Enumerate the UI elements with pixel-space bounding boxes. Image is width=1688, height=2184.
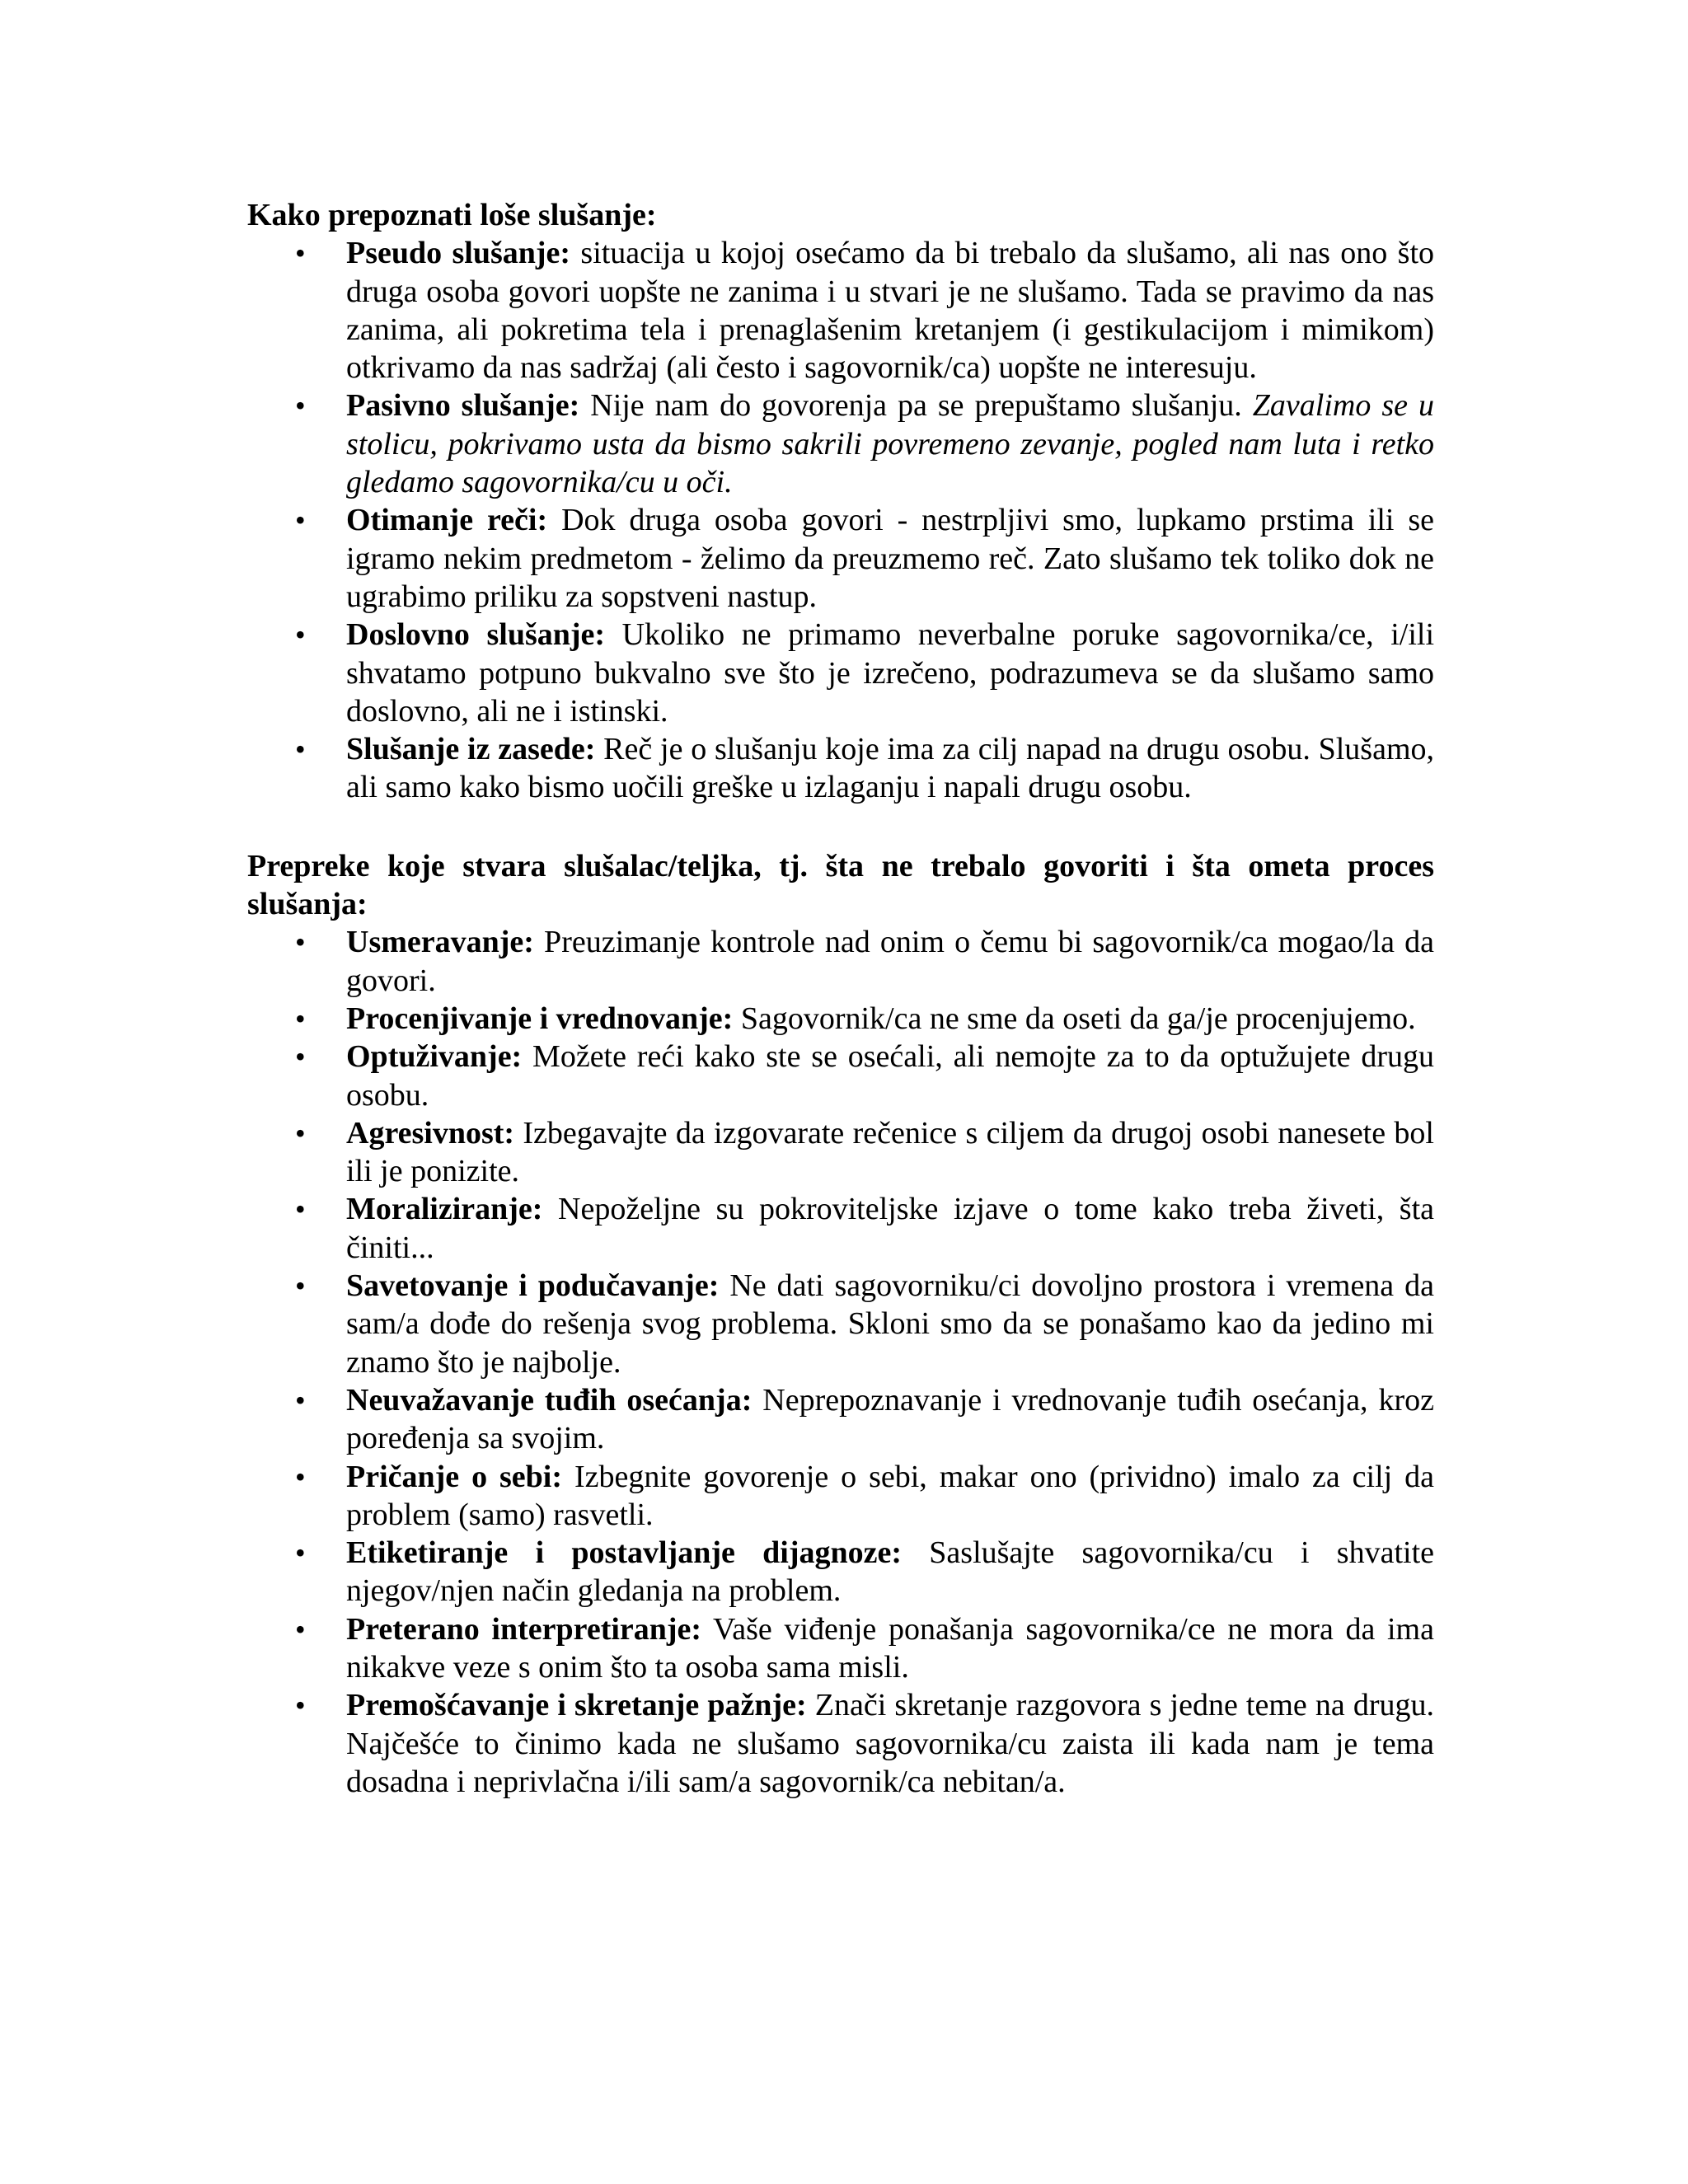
item-text: Nije nam do govorenja pa se prepuštamo slušanju.	[579, 388, 1253, 424]
bullet-icon: •	[295, 1612, 306, 1646]
list-item	[247, 387, 1434, 501]
list-item	[247, 1686, 1434, 1801]
list-item	[247, 1000, 1434, 1038]
poor-listening-list	[247, 234, 1434, 806]
item-text: Saslušajte sagovornika/cu i shvatite njegov/njen način gledanja na problem.	[346, 1535, 1435, 1609]
bullet-icon: •	[295, 1460, 306, 1493]
item-term: Doslovno slušanje:	[346, 617, 606, 653]
section-heading-listening-obstacles: Prepreke koje stvara slušalac/teljka, tj. šta ne trebalo govoriti i šta ometa proces slušanja:	[247, 848, 1434, 922]
bullet-icon: •	[295, 733, 306, 766]
item-italic-text: Zavalimo se u stolicu, pokrivamo usta da bismo sakrili povremeno zevanje, pogled nam luta i retko gledamo sagovornika/cu u oči.	[346, 388, 1434, 500]
item-text: Izbegavajte da izgovarate rečenice s ciljem da drugoj osobi nanesete bol ili je ponizite.	[346, 1115, 1434, 1189]
item-text: Dok druga osoba govori - nestrpljivi smo, lupkamo prstima ili se igramo nekim predmetom - želimo da preuzmemo reč. Zato slušamo tek toliko dok ne ugrabimo priliku za sopstveni nastup.	[346, 503, 1435, 614]
item-term: Savetovanje i podučavanje:	[346, 1268, 720, 1304]
list-item	[247, 1267, 1434, 1381]
section-heading-poor-listening: Kako prepoznati loše slušanje:	[247, 198, 657, 232]
item-text: Vaše viđenje ponašanja sagovornika/ce ne mora da ima nikakve veze s onim što ta osoba sama misli.	[346, 1611, 1434, 1685]
item-text: Ukoliko ne primamo neverbalne poruke sagovornika/ce, i/ili shvatamo potpuno bukvalno sve što je izrečeno, podrazumeva se da slušamo samo doslovno, ali ne i istinski.	[346, 617, 1434, 729]
bullet-icon: •	[295, 1383, 306, 1417]
item-term: Preterano interpretiranje:	[346, 1611, 702, 1647]
item-term: Slušanje iz zasede:	[346, 732, 596, 767]
list-item	[247, 501, 1434, 616]
list-item	[247, 1610, 1434, 1687]
bullet-icon: •	[295, 237, 306, 270]
list-item	[247, 1381, 1434, 1458]
item-text: Nepoželjne su pokroviteljske izjave o tome kako treba živeti, šta činiti...	[346, 1192, 1434, 1265]
item-text: Izbegnite govorenje o sebi, makar ono (prividno) imalo za cilj da problem (samo) rasvetli.	[346, 1459, 1435, 1532]
bullet-icon: •	[295, 926, 306, 959]
item-term: Optuživanje:	[346, 1039, 523, 1075]
list-item	[247, 1458, 1434, 1535]
list-item	[247, 1114, 1434, 1191]
item-term: Otimanje reči:	[346, 503, 548, 538]
item-term: Etiketiranje i postavljanje dijagnoze:	[346, 1535, 902, 1571]
list-item	[247, 1534, 1434, 1610]
item-text: Možete reći kako ste se osećali, ali nemojte za to da optužujete drugu osobu.	[346, 1039, 1434, 1113]
bullet-icon: •	[295, 1193, 306, 1226]
list-item	[247, 923, 1434, 1000]
list-item	[247, 1038, 1434, 1114]
list-item	[247, 1190, 1434, 1267]
listening-obstacles-list	[247, 923, 1434, 1801]
list-item	[247, 730, 1434, 807]
bullet-icon: •	[295, 1040, 306, 1074]
list-item	[247, 616, 1434, 730]
bullet-icon: •	[295, 389, 306, 423]
item-term: Agresivnost:	[346, 1115, 515, 1151]
item-text: Ne dati sagovorniku/ci dovoljno prostora i vremena da sam/a dođe do rešenja svog problema. Skloni smo da se ponašamo kao da jedino mi znamo što je najbolje.	[346, 1268, 1434, 1380]
bullet-icon: •	[295, 1001, 306, 1035]
item-text: Sagovornik/ca ne sme da oseti da ga/je procenjujemo.	[733, 1001, 1416, 1036]
bullet-icon: •	[295, 1689, 306, 1722]
item-term: Premošćavanje i skretanje pažnje:	[346, 1688, 807, 1723]
item-term: Moraliziranje:	[346, 1192, 543, 1227]
item-term: Neuvažavanje tuđih osećanja:	[346, 1382, 753, 1418]
item-text: Neprepoznavanje i vrednovanje tuđih osećanja, kroz poređenja sa svojim.	[346, 1382, 1434, 1456]
item-text: Preuzimanje kontrole nad onim o čemu bi sagovornik/ca mogao/la da govori.	[346, 925, 1434, 998]
list-item	[247, 234, 1434, 387]
item-term: Usmeravanje:	[346, 925, 534, 960]
item-term: Pričanje o sebi:	[346, 1459, 563, 1494]
item-term: Pseudo slušanje:	[346, 236, 571, 271]
item-term: Pasivno slušanje:	[346, 388, 580, 424]
item-text: situacija u kojoj osećamo da bi trebalo da slušamo, ali nas ono što druga osoba govori uopšte ne zanima i u stvari je ne slušamo. Tada se pravimo da nas zanima, ali pokretima tela i prenaglašenim kretanjem (i gestikulacijom i mimikom) otkrivamo da nas sadržaj (ali često i sagovornik/ca) uopšte ne interesuju.	[346, 236, 1434, 386]
item-text: Reč je o slušanju koje ima za cilj napad na drugu osobu. Slušamo, ali samo kako bismo uočili greške u izlaganju i napali drugu osobu.	[346, 732, 1434, 805]
bullet-icon: •	[295, 1269, 306, 1303]
item-text: Znači skretanje razgovora s jedne teme na drugu. Najčešće to činimo kada ne slušamo sagovornika/cu zaista ili kada nam je tema dosadna i neprivlačna i/ili sam/a sagovornik/ca nebitan/a.	[346, 1688, 1434, 1799]
bullet-icon: •	[295, 618, 306, 652]
bullet-icon: •	[295, 1116, 306, 1150]
bullet-icon: •	[295, 1536, 306, 1570]
item-term: Procenjivanje i vrednovanje:	[346, 1001, 734, 1036]
bullet-icon: •	[295, 504, 306, 537]
page-content	[247, 196, 1434, 1801]
